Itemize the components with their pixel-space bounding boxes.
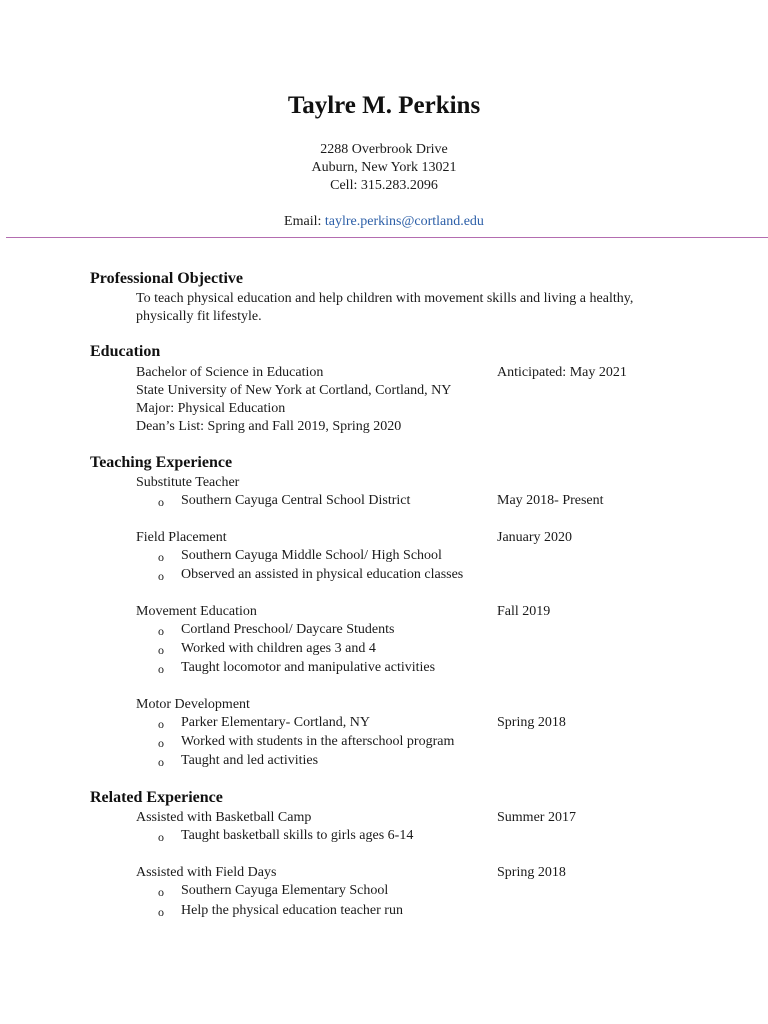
education-date: Anticipated: May 2021 (497, 365, 627, 380)
objective-line-1: To teach physical education and help children with movement skills and living a healthy, (136, 291, 634, 306)
related-heading: Related Experience (90, 789, 223, 806)
bullet-icon: o (158, 885, 164, 899)
bullet-icon: o (158, 624, 164, 638)
job-bullet: Southern Cayuga Central School District (181, 493, 411, 508)
email-link[interactable]: taylre.perkins@cortland.edu (324, 214, 484, 229)
education-major: Major: Physical Education (136, 401, 286, 416)
teaching-heading: Teaching Experience (90, 454, 233, 471)
job-bullet: Taught basketball skills to girls ages 6-14 (181, 828, 414, 843)
job-title: Movement Education (136, 604, 257, 619)
header-divider (6, 237, 768, 238)
job-bullet: Taught locomotor and manipulative activities (181, 660, 436, 675)
objective-line-2: physically fit lifestyle. (136, 309, 262, 324)
bullet-icon: o (158, 662, 164, 676)
job-bullet: Southern Cayuga Middle School/ High School (181, 548, 442, 563)
bullet-icon: o (158, 736, 164, 750)
education-heading: Education (90, 343, 161, 360)
job-bullet: Worked with children ages 3 and 4 (181, 641, 376, 656)
bullet-icon: o (158, 550, 164, 564)
objective-heading: Professional Objective (90, 270, 244, 287)
job-date: January 2020 (497, 530, 573, 545)
bullet-icon: o (158, 717, 164, 731)
bullet-icon: o (158, 755, 164, 769)
job-bullet: Cortland Preschool/ Daycare Students (181, 622, 395, 637)
bullet-icon: o (158, 495, 164, 509)
job-date: Spring 2018 (497, 865, 566, 880)
job-date: Fall 2019 (497, 604, 551, 619)
job-bullet: Southern Cayuga Elementary School (181, 883, 389, 898)
job-bullet: Parker Elementary- Cortland, NY (181, 715, 370, 730)
resume-name: Taylre M. Perkins (287, 92, 481, 119)
education-degree: Bachelor of Science in Education (136, 365, 324, 380)
job-bullet: Observed an assisted in physical education classes (181, 567, 464, 582)
bullet-icon: o (158, 905, 164, 919)
address-line-1: 2288 Overbrook Drive (320, 142, 448, 157)
education-school: State University of New York at Cortland, Cortland, NY (136, 383, 452, 398)
job-bullet: Help the physical education teacher run (181, 903, 403, 918)
address-line-2: Auburn, New York 13021 (311, 160, 457, 175)
education-deans-list: Dean’s List: Spring and Fall 2019, Spring 2020 (136, 419, 402, 434)
email-line (0, 214, 768, 230)
job-title: Assisted with Basketball Camp (136, 810, 312, 825)
cell-phone: Cell: 315.283.2096 (330, 178, 438, 193)
job-bullet: Worked with students in the afterschool program (181, 734, 455, 749)
job-title: Field Placement (136, 530, 227, 545)
bullet-icon: o (158, 830, 164, 844)
job-date: Summer 2017 (497, 810, 576, 825)
email-label: Email: (284, 214, 325, 229)
job-title: Assisted with Field Days (136, 865, 277, 880)
job-bullet: Taught and led activities (181, 753, 319, 768)
job-title: Substitute Teacher (136, 475, 240, 490)
job-date: Spring 2018 (497, 715, 566, 730)
job-title: Motor Development (136, 697, 250, 712)
job-date: May 2018- Present (497, 493, 604, 508)
bullet-icon: o (158, 569, 164, 583)
bullet-icon: o (158, 643, 164, 657)
